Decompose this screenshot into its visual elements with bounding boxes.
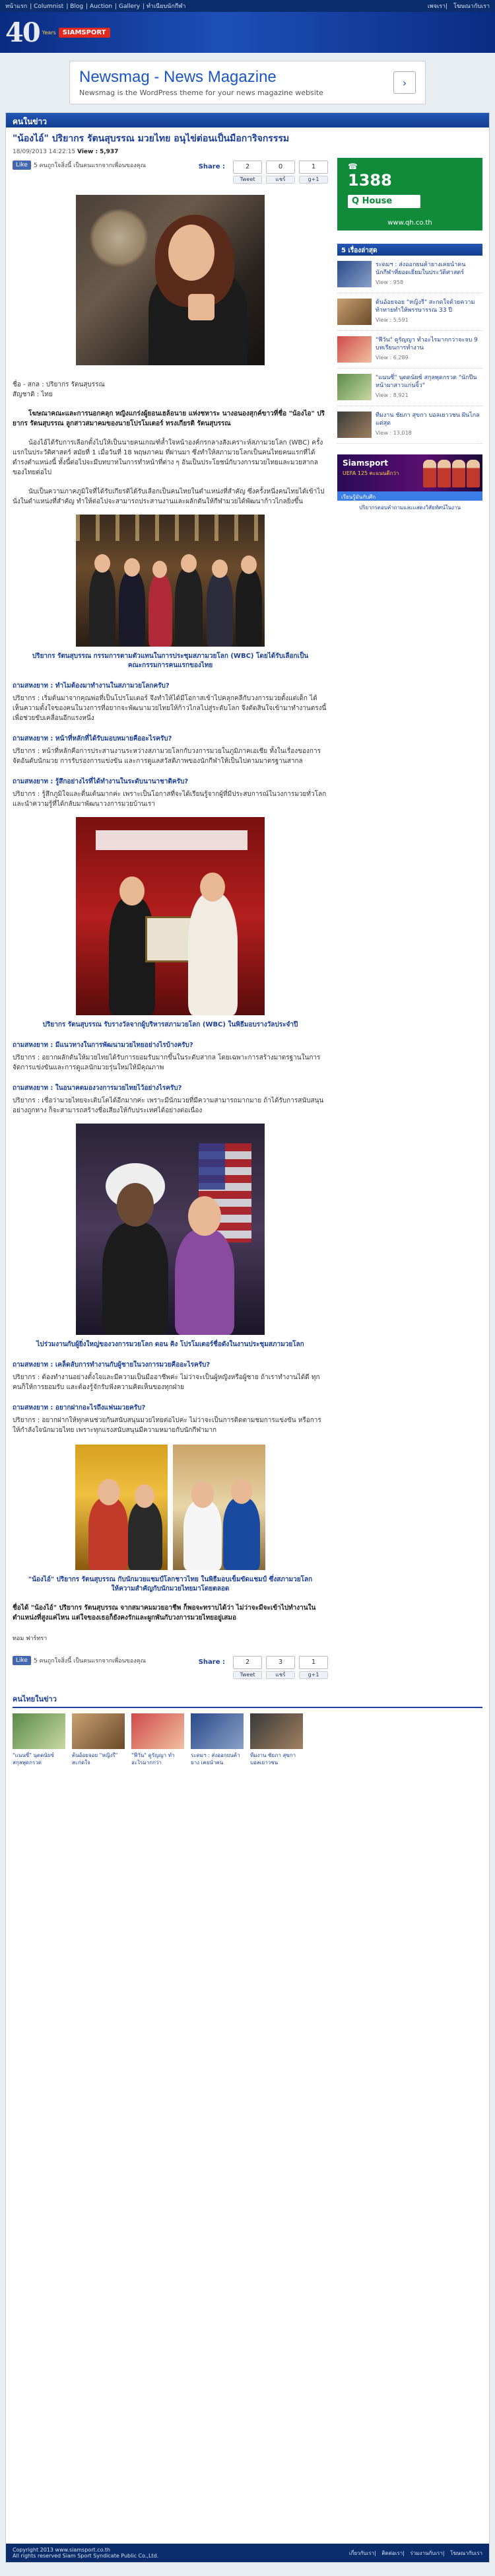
top-link-blog[interactable]: Blog (70, 3, 84, 10)
share-bar-bottom (13, 1656, 328, 1682)
article-photo-award (76, 817, 265, 1015)
answer-1: ปริยากร : เริ่มต้นมาจากคุณพ่อที่เป็นโปรโมเตอร์ จึงทำให้ได้มีโอกาสเข้าไปคลุกคลีกับวงการมวยตั้งแต่เด็ก ได้เห็นความตั้งใจของคนในวงการที่อยากจะพัฒนามวยไทยให้ก้าวไกลไปสู่ระดับโลก จึงตัดสินใจเข้ามาทำงานตรงนี้เพื่อช่วยขับเคลื่อนอีกแรงหนึ่ง (13, 695, 327, 722)
share-bar-top (13, 161, 328, 187)
site-header (0, 12, 495, 53)
fb-share-counter-bottom (266, 1656, 295, 1679)
related-card-title[interactable]: ต้นอ้อยจอย "หญิงรี" สะกดใจ (72, 1752, 118, 1766)
story-views: View : 5,591 (376, 317, 409, 323)
footer-link-about[interactable]: เกี่ยวกับเรา (348, 2550, 375, 2556)
tweet-button[interactable]: Tweet (233, 176, 262, 184)
article-body (13, 155, 328, 1682)
related-thumbnail[interactable] (13, 1713, 65, 1749)
latest-story-item[interactable] (337, 256, 482, 293)
promo-title: Siamsport (343, 458, 388, 468)
promo-caption[interactable]: ปริยากรตอบคำถามและแสดงวิสัยทัศน์ในงาน (359, 505, 461, 511)
photo-caption-4: "น้องไอ์" ปริยากร รัตนสุบรรณ กับนักมวยแชมป์โลกชาวไทย ในพิธีมอบเข็มขัดแชมป์ ซึ่งสภามวยโลกให้ความสำคัญกับนักมวยไทยมาโดยตลอด (28, 1576, 313, 1592)
share-widgets (199, 161, 328, 184)
related-thumbnail[interactable] (72, 1713, 125, 1749)
tweet-count: 2 (233, 161, 262, 174)
footer-copyright: Copyright 2013 www.siamsport.co.th (13, 2547, 111, 2553)
related-card-title[interactable]: "แนนซี่" นุตดนัยซ์ สกุลพุดกรวด (13, 1752, 54, 1766)
top-link-home[interactable]: หน้าแรก (5, 3, 28, 10)
fb-share-button[interactable]: แชร์ (266, 176, 295, 184)
top-link-page[interactable]: เพจเรา (427, 3, 446, 10)
question-3: ถามสหงยาท : รู้สึกอย่างไรที่ได้ทำงานในระดับนานาชาติครับ? (13, 778, 189, 785)
top-link-advertise[interactable]: โฆษณากับเรา (453, 3, 490, 10)
tweet-counter-bottom (233, 1656, 262, 1679)
sidebar (337, 155, 482, 1682)
article-date: 18/09/2013 14:22:15 (13, 149, 76, 155)
siamsport-logo[interactable] (5, 17, 110, 48)
story-thumbnail[interactable] (337, 411, 372, 438)
views-label: View : (77, 149, 98, 155)
share-widgets-bottom (199, 1656, 328, 1679)
article-meta (13, 149, 482, 155)
top-navigation-bar (0, 0, 495, 12)
story-views: View : 13,018 (376, 430, 412, 436)
gplus-button-bottom[interactable]: g+1 (299, 1671, 328, 1679)
share-label-bottom: Share : (198, 1659, 225, 1666)
story-thumbnail[interactable] (337, 336, 372, 363)
promo-subtitle: UEFA 125 คะแนนดีกว่า (343, 470, 399, 476)
photo-pair (13, 1445, 328, 1570)
fb-share-button-bottom[interactable]: แชร์ (266, 1671, 295, 1679)
section-title: คนในข่าว (6, 113, 489, 127)
gplus-counter-bottom (299, 1656, 328, 1679)
ad-url: www.qh.co.th (387, 219, 432, 227)
fb-like-widget-bottom (13, 1656, 146, 1665)
latest-story-item[interactable] (337, 331, 482, 369)
related-card-title[interactable]: "ฟีวัน" ดูรัญญา ทำอะไรมากกว่า (131, 1752, 175, 1766)
logo-brand: SIAMSPORT (59, 28, 110, 38)
footer-link-advertise[interactable]: โฆษณากับเรา (450, 2550, 482, 2556)
promo-bar: เรียนรู้มันกับศึก (337, 491, 482, 501)
related-card[interactable] (13, 1713, 65, 1766)
related-card-title[interactable]: ทีมงาน ชัยภา สุขกา บอลเยาวชน (250, 1752, 296, 1766)
latest-story-item[interactable] (337, 406, 482, 444)
profile-name: ชื่อ - สกล : ปริยากร รัตนสุบรรณ (13, 381, 105, 388)
gplus-count-bottom: 1 (299, 1656, 328, 1669)
ad-phone-number: 1388 (348, 171, 392, 190)
site-footer (6, 2544, 489, 2562)
fb-share-count-bottom: 3 (266, 1656, 295, 1669)
top-right-links: เพจเรา| โฆษณากับเรา (427, 3, 490, 10)
fb-like-text-bottom: 5 คนถูกใจสิ่งนี้ เป็นคนแรกจากเพื่อนของคุณ (33, 1658, 147, 1664)
answer-7: ปริยากร : อยากฝากให้ทุกคนช่วยกันสนับสนุนมวยไทยต่อไปค่ะ ไม่ว่าจะเป็นการติดตามชมการแข่งขัน หรือการให้กำลังใจนักมวยไทย เพราะทุกแรงสนับสนุนมีความหมายกับนักกีฬามาก (13, 1417, 321, 1434)
question-6: ถามสหงยาท : เคล็ดลับการทำงานกับผู้ชายในวงการมวยคืออะไรครับ? (13, 1361, 211, 1369)
story-views: View : 6,289 (376, 355, 409, 361)
top-link-auction[interactable]: Auction (90, 3, 113, 10)
article-writer: ทอม ฟาร์ทรา (13, 1635, 48, 1642)
top-ad-area (0, 53, 495, 112)
promo-players-image (422, 460, 480, 487)
related-card[interactable] (250, 1713, 303, 1766)
story-thumbnail[interactable] (337, 299, 372, 325)
story-title[interactable]: ระดมฯ : ส่งออกยนค้ายางเคยนำคน นักกีฬาที่ยอดเยี่ยมในประวัติศาสตร์ (376, 262, 466, 276)
ad-subtitle: Newsmag is the WordPress theme for your news magazine website (79, 89, 323, 97)
chevron-right-icon[interactable]: › (393, 71, 416, 94)
profile-info (13, 380, 328, 400)
article-photo-don-king (76, 1124, 265, 1335)
latest-story-item[interactable] (337, 293, 482, 331)
sidebar-promo-banner[interactable] (337, 454, 482, 501)
story-thumbnail[interactable] (337, 374, 372, 400)
article-photo-group (76, 515, 265, 647)
logo-number: 40 (5, 17, 40, 48)
footer-rights: All rights reserved Siam Sport Syndicate Public Co.,Ltd. (13, 2553, 159, 2559)
related-card[interactable] (72, 1713, 125, 1766)
tweet-counter (233, 161, 262, 184)
ad-brand: Q House (348, 195, 420, 208)
share-label: Share : (198, 163, 225, 170)
gplus-counter (299, 161, 328, 184)
story-title[interactable]: ต้นอ้อยจอย "หญิงรี" สะกดใจด้วยความท้าทายทำให้พรรษารรณ 33 ปี (376, 299, 475, 314)
gplus-count: 1 (299, 161, 328, 174)
fb-like-button-bottom[interactable]: Like (13, 1656, 31, 1665)
fb-like-text: 5 คนถูกใจสิ่งนี้ เป็นคนแรกจากเพื่อนของคุณ (33, 162, 147, 169)
gplus-button[interactable]: g+1 (299, 176, 328, 184)
related-card-title[interactable]: ระดมฯ : ส่งออกยนค้ายาง เคยนำคน (191, 1752, 240, 1766)
fb-share-counter (266, 161, 295, 184)
photo-caption-2: ปริยากร รัตนสุบรรณ รับรางวัลจากผู้บริหารสภามวยโลก (WBC) ในพิธีมอบรางวัลประจำปี (42, 1021, 298, 1028)
photo-caption-3: ไปร่วมงานกับผู้ยิ่งใหญ่ของวงการมวยโลก ดอน คิง โปรโมเตอร์ชื่อดังในงานประชุมสภามวยโลก (36, 1341, 304, 1348)
article-photo-champion-1 (75, 1445, 168, 1570)
fb-share-count: 0 (266, 161, 295, 174)
footer-link-careers[interactable]: ร่วมงานกับเรา (410, 2550, 443, 2556)
question-4: ถามสหงยาท : มีแนวทางในการพัฒนามวยไทยอย่างไรบ้างครับ? (13, 1042, 193, 1049)
answer-5: ปริยากร : เชื่อว่ามวยไทยจะเติบโตได้อีกมากค่ะ เพราะมีนักมวยที่มีความสามารถมากมาย ถ้าได้รับการสนับสนุนอย่างถูกทาง ก็จะสามารถสร้างชื่อเสียงให้กับประเทศได้อย่างต่อเนื่อง (13, 1097, 324, 1114)
question-5: ถามสหงยาท : ในอนาคตมองวงการมวยไทยไว้อย่างไรครับ? (13, 1085, 182, 1092)
intro-paragraph: โฆษณาคณะและการนอกคลุก หญิงแกร่งผู้ยอนเฮล้อนาย แห่งชหาระ นางอนองสุกค์ขาวที่ชื่อ "น้องไอ" ปริยากร รัตนสุบรรณ ลูกสาวสมาคมของนายโปรโมเตอร์ ทรงเกียรติ รัตนสุบรรณ (13, 410, 325, 427)
content-container (5, 112, 490, 2563)
related-thumbnail[interactable] (131, 1713, 184, 1749)
top-banner-ad[interactable] (69, 61, 426, 104)
question-1: ถามสหงยาท : ทำไมต้องมาทำงานในสภามวยโลกครับ? (13, 682, 170, 690)
ad-title: Newsmag - News Magazine (79, 68, 277, 86)
answer-2: ปริยากร : หน้าที่หลักคือการประสานงานระหว่างสภามวยโลกกับวงการมวยในภูมิภาคเอเชีย ทั้งในเรื่องของการจัดอันดับนักมวย การรับรองการแข่งขัน และการดูแลสวัสดิภาพของนักกีฬาให้เป็นไปตามมาตรฐานสากล (13, 748, 321, 765)
article-photo-portrait (76, 195, 265, 365)
latest-story-item[interactable] (337, 369, 482, 406)
story-views: View : 8,921 (376, 392, 409, 398)
story-title[interactable]: "ฟีวัน" ดูรัญญา ทำอะไรมากกว่าจะจบ 9 บทเรียนการทำงาน (376, 337, 478, 351)
sidebar-ad-qhouse[interactable] (337, 158, 482, 231)
question-7: ถามสหงยาท : อยากฝากอะไรถึงแฟนมวยครับ? (13, 1404, 146, 1412)
related-thumbnail[interactable] (191, 1713, 244, 1749)
question-2: ถามสหงยาท : หน้าที่หลักที่ได้รับมอบหมายคืออะไรครับ? (13, 735, 172, 742)
answer-3: ปริยากร : รู้สึกภูมิใจและตื่นเต้นมากค่ะ เพราะเป็นโอกาสที่จะได้เรียนรู้จากผู้ที่มีประสบการณ์ในวงการมวยทั่วโลก และนำความรู้ที่ได้กลับมาพัฒนาวงการมวยบ้านเรา (13, 791, 327, 808)
footer-links: เกี่ยวกับเรา| ติดต่อเรา| ร่วมงานกับเรา| โฆษณากับเรา (348, 2550, 482, 2556)
body-paragraph-1: น้องไอ้ได้รับการเลือกตั้งไปให้เป็นนายคนเกณฑ์ล้ำใจหน้าองค์กรกลางสังเคราะห์สภามวยโลก (WBC) ครั้งแรกในประวัติศาสตร์ สมัยที่ 1 เมื่อวันที่ 18 พฤษภาคม ที่ผ่านมา ซึ่งทำให้สภามวยโลกเป็นคนไทยคนแรกที่ได้ดำรงตำแหน่งนี้ ทั้งนี้ต่อไปจะมีบทบาทในการทำหน้าที่ต่าง ๆ อันเป็นประโยชน์กับวงการมวยไทยและมวยสากลของไทยต่อไป (13, 439, 323, 476)
related-thumbnail[interactable] (250, 1713, 303, 1749)
body-paragraph-2: นับเป็นความภาคภูมิใจที่ได้รับเกียรติได้รับเลือกเป็นคนไทยในตำแหน่งที่สำคัญ ซึ่งครั้งหนึ่งคนไทยได้เข้าไปนั่งในตำแหน่งที่สำคัญ ทำให้ต่อไปจะสามารถประสานงานและผลักดันให้กีฬามวยได้พัฒนาก้าวไกลยิ่งขึ้น (13, 488, 325, 505)
top-link-athletes[interactable]: ทำเนียบนักกีฬา (146, 3, 186, 10)
phone-icon: ☎ (348, 162, 358, 171)
closing-paragraph: ชื่อได้ "น้องไอ์" ปริยากร รัตนสุบรรณ จากสมาคมมวยอาชีพ ก็พอจะทราบได้ว่า ไม่ว่าจะมีจะเข้าไปทำงานในตำแหน่งที่สูงแค่ไหน แต่ใจของเธอก็ยังคงรักและผูกพันกับวงการมวยไทยอยู่เสมอ (13, 1604, 316, 1622)
story-views: View : 958 (376, 279, 404, 285)
related-card[interactable] (131, 1713, 184, 1766)
footer-link-contact[interactable]: ติดต่อเรา (381, 2550, 403, 2556)
answer-6: ปริยากร : ต้องทำงานอย่างตั้งใจและมีความเป็นมืออาชีพค่ะ ไม่ว่าจะเป็นผู้หญิงหรือผู้ชาย ถ้าเราทำงานได้ดี ทุกคนก็ให้การยอมรับ และต้องรู้จักรับฟังความคิดเห็นของทุกฝ่าย (13, 1374, 320, 1391)
fb-like-widget (13, 161, 146, 170)
views-count: 5,937 (99, 149, 119, 155)
top-links: หน้าแรก | Columnist | Blog | Auction | Gallery | ทำเนียบนักกีฬา (5, 3, 186, 10)
tweet-count-bottom: 2 (233, 1656, 262, 1669)
story-title[interactable]: ทีมงาน ชัยภา สุขกา บอลเยาวชน ฝันไกลแต่สุด (376, 412, 480, 427)
article-headline: "น้องไอ์" ปริยากร รัตนสุบรรณ มวยไทย อนุไข่ต่อนเป็นมือการิจกรรรม (13, 133, 290, 144)
related-card[interactable] (191, 1713, 244, 1766)
photo-caption-1: ปริยากร รัตนสุบรรณ กรรมการตามตัวแทนในการประชุมสภามวยโลก (WBC) โดยได้รับเลือกเป็นคณะกรรมการคนแรกของไทย (32, 653, 309, 669)
article-photo-champion-2 (173, 1445, 265, 1570)
story-title[interactable]: "แนนซี่" นุตดนัยซ์ สกุลพุดกรวด "นักปีนหน้าผาสาวแก่นจิ้ว" (376, 375, 477, 389)
top-link-gallery[interactable]: Gallery (119, 3, 141, 10)
top-link-columnist[interactable]: Columnist (34, 3, 64, 10)
tweet-button-bottom[interactable]: Tweet (233, 1671, 262, 1679)
answer-4: ปริยากร : อยากผลักดันให้มวยไทยได้รับการยอมรับมากขึ้นในระดับสากล โดยเฉพาะการสร้างมาตรฐานในการจัดการแข่งขันและการดูแลนักมวยรุ่นใหม่ให้มีคุณภาพ (13, 1054, 321, 1071)
latest-stories-title: 5 เรื่องล่าสุด (337, 244, 482, 256)
logo-tag: Years (42, 29, 56, 36)
related-title: คนไทยในข่าว (13, 1693, 482, 1708)
profile-nationality: สัญชาติ : ไทย (13, 391, 53, 398)
related-stories (13, 1693, 482, 1766)
fb-like-button[interactable]: Like (13, 161, 31, 170)
story-thumbnail[interactable] (337, 261, 372, 287)
